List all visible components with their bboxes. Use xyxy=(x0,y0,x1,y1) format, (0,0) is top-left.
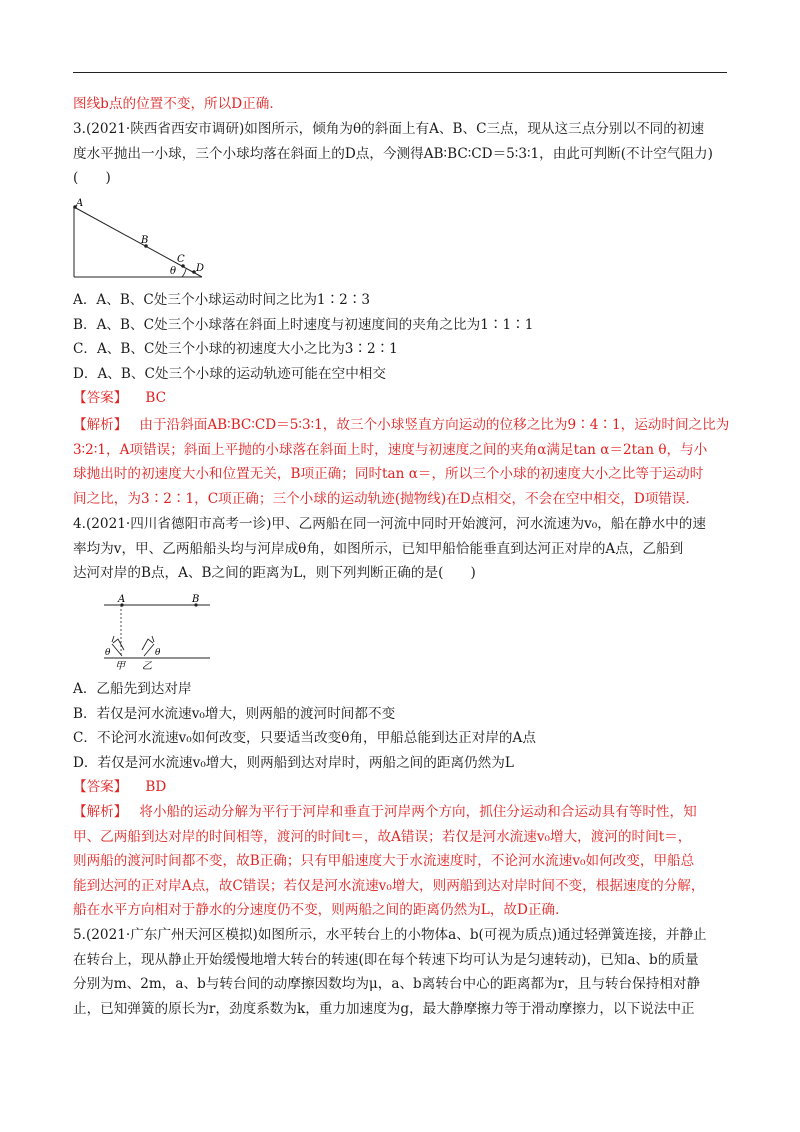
answer-value: BC xyxy=(145,390,167,407)
river-figure xyxy=(100,592,215,672)
previous-answer-tail: 图线b点的位置不变，所以D正确． xyxy=(73,96,283,112)
q4-option-a: A．乙船先到达对岸 xyxy=(73,681,192,697)
q3-option-c: C．A、B、C处三个小球的初速度大小之比为3∶2∶1 xyxy=(73,341,398,358)
analysis-tag: 【解析】 xyxy=(73,804,128,820)
q4-option-b: B．若仅是河水流速v₀增大，则两船的渡河时间都不变 xyxy=(73,705,396,722)
label-yi: 乙 xyxy=(142,661,152,672)
q5-line-4: 止，已知弹簧的原长为r，劲度系数为k，重力加速度为g，最大静摩擦力等于滑动摩擦力，以下说法中正 xyxy=(73,1000,695,1017)
label-d: D xyxy=(196,263,205,274)
question-3-stem xyxy=(73,117,728,191)
label-jia: 甲 xyxy=(115,661,125,672)
header-rule xyxy=(73,72,727,73)
q4-answer xyxy=(73,775,728,800)
q4-line-2: 率均为v，甲、乙两船船头均与河岸成θ角，如图所示，已知甲船恰能垂直到达河正对岸的A点，乙船到 xyxy=(73,540,684,557)
question-3-analysis: 【解析】 由于沿斜面AB∶BC∶CD＝5∶3∶1，故三个小球竖直方向运动的位移之比为9∶4∶1，运动时间之比为 3∶2∶1，A项错误；斜面上平抛的小球落在斜面上时，速度与初速度之间的夹角α满足tan α＝2tan θ，与小 球抛出时的初速度大小和位置无关，B项正确；同时tan α＝，所以三个小球的初速度大小之比等于运动时 间之比，为3∶2∶1，C项正确；三个小球的运动轨迹(抛物线)在D点相交，不会在空中相交，D项错误． xyxy=(73,417,730,507)
q3-option-b: B．A、B、C处三个小球落在斜面上时速度与初速度间的夹角之比为1∶1∶1 xyxy=(73,316,534,333)
q4-option-c: C．不论河水流速v₀如何改变，只要适当改变θ角，甲船总能到达正对岸的A点 xyxy=(73,730,536,747)
question-3-options xyxy=(73,288,728,411)
answer-value: BD xyxy=(145,779,167,796)
answer-tag: 【答案】 xyxy=(73,390,128,407)
label-a: A xyxy=(76,198,84,209)
q3-option-d: D．A、B、C处三个小球的运动轨迹可能在空中相交 xyxy=(73,365,386,382)
label-theta: θ xyxy=(170,266,177,277)
question-4-options xyxy=(73,677,728,800)
q4-option-d: D．若仅是河水流速v₀增大，则两船到达对岸时，两船之间的距离仍然为L xyxy=(73,754,514,771)
q3-answer xyxy=(73,386,728,411)
label-b: B xyxy=(141,235,149,246)
q3-line-1: 3.(2021·陕西省西安市调研)如图所示，倾角为θ的斜面上有A、B、C三点，现从这三点分别以不同的初速 xyxy=(73,121,705,137)
question-4-stem xyxy=(73,512,728,586)
q5-line-3: 分别为m、2m，a、b与转台间的动摩擦因数均为μ，a、b离转台中心的距离都为r，且与转台保持相对静 xyxy=(73,976,701,993)
q3-option-a: A．A、B、C处三个小球运动时间之比为1∶2∶3 xyxy=(73,292,371,308)
question-4-analysis: 【解析】 将小船的运动分解为平行于河岸和垂直于河岸两个方向，抓住分运动和合运动具有等时性，知 甲、乙两船到达对岸的时间相等，渡河的时间t＝，故A错误；若仅是河水流速v₀增大，渡河的时间t＝， 则两船的渡河时间都不变，故B正确；只有甲船速度大于水流速度时，不论河水流速v₀如何改变，甲船总 能到达河的正对岸A点，故C错误；若仅是河水流速v₀增大，则两船到达对岸时间不变，根据速度的分解， 船在水平方向相对于静水的分速度仍不变，则两船之间的距离仍然为L，故D正确． xyxy=(73,804,705,919)
label-theta-jia: θ xyxy=(105,648,111,658)
incline-figure xyxy=(70,195,210,285)
q4-line-1: 4.(2021·四川省德阳市高考一诊)甲、乙两船在同一河流中同时开始渡河，河水流速为v₀，船在静水中的速 xyxy=(73,516,706,532)
q3-line-3: ( ) xyxy=(73,170,111,187)
q4-line-3: 达河对岸的B点，A、B之间的距离为L，则下列判断正确的是( ) xyxy=(73,565,476,582)
q5-line-1: 5.(2021·广东广州天河区模拟)如图所示，水平转台上的小物体a、b(可视为质点)通过轻弹簧连接，并静止 xyxy=(73,927,707,943)
label-b: B xyxy=(192,594,200,605)
answer-tag: 【答案】 xyxy=(73,779,128,796)
label-c: C xyxy=(177,254,185,265)
analysis-tag: 【解析】 xyxy=(73,417,128,433)
question-5-stem xyxy=(73,923,728,1021)
q3-line-2: 度水平抛出一小球，三个小球均落在斜面上的D点，今测得AB∶BC∶CD＝5∶3∶1，由此可判断(不计空气阻力) xyxy=(73,145,713,162)
label-theta-yi: θ xyxy=(155,648,161,658)
label-a: A xyxy=(118,594,126,605)
q5-line-2: 在转台上，现从静止开始缓慢地增大转台的转速(即在每个转速下均可认为是匀速转动)，已知a、b的质量 xyxy=(73,951,699,968)
